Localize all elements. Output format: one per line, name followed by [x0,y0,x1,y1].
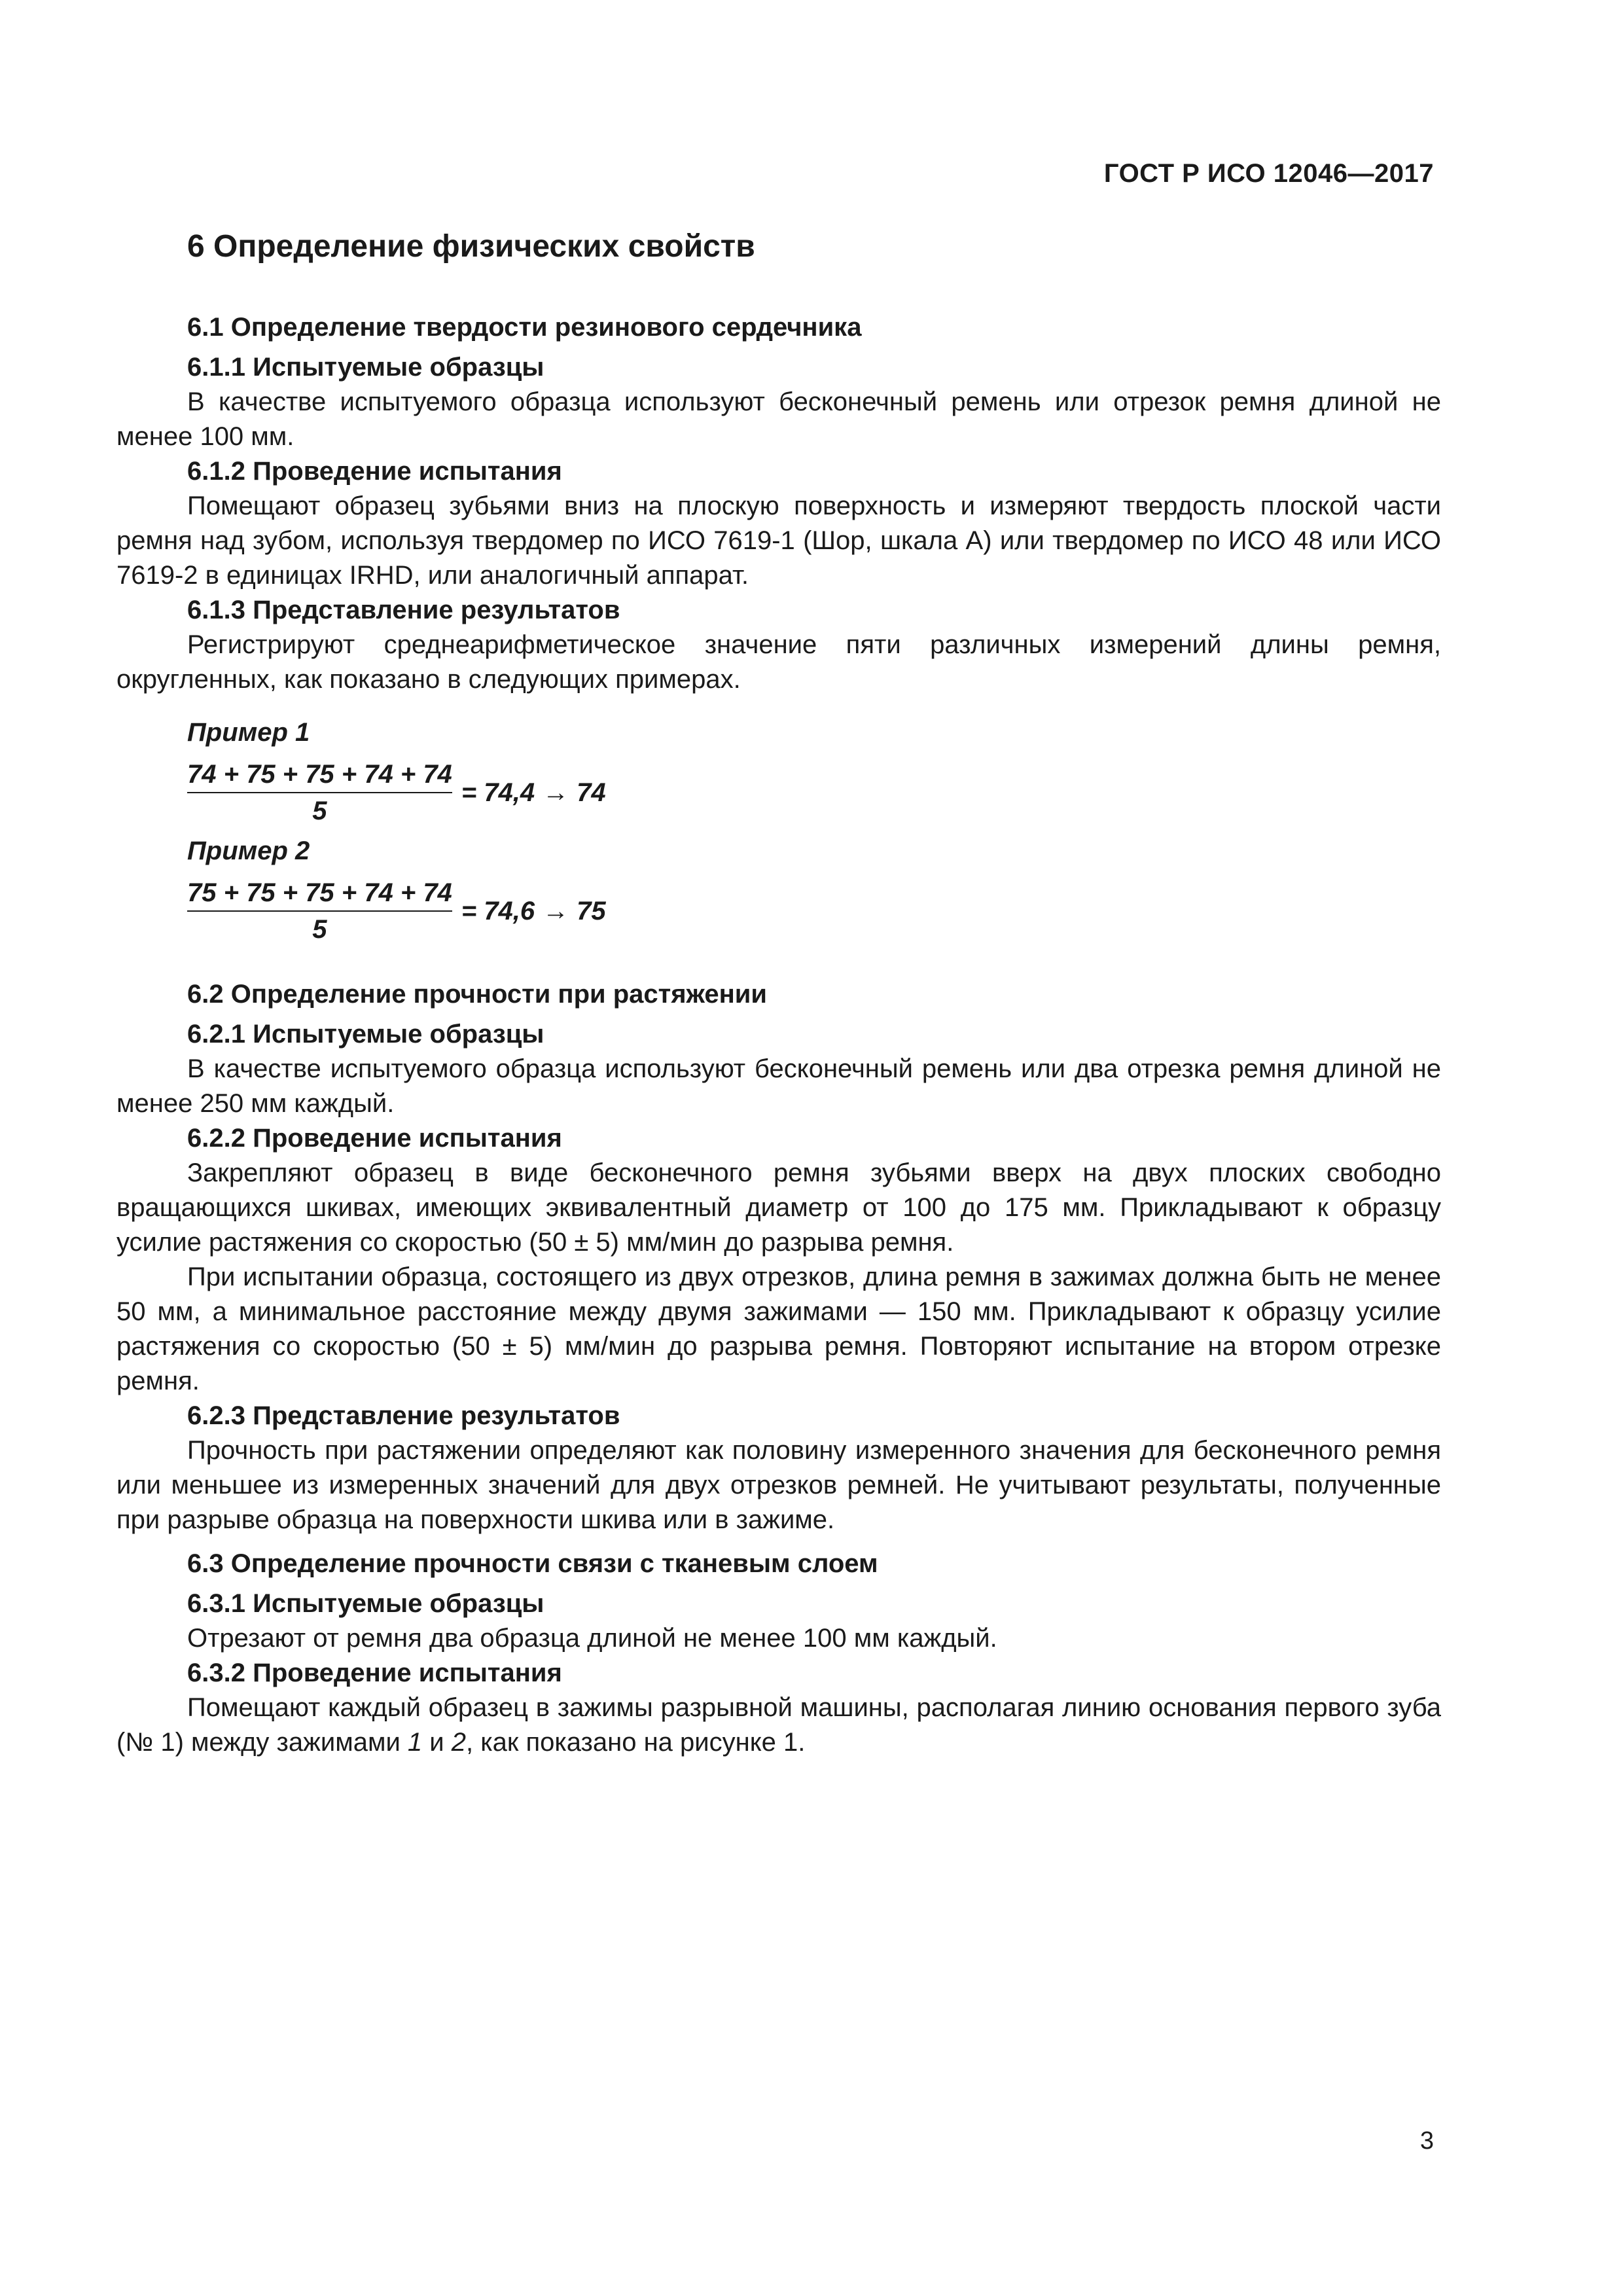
example-label-1: Пример 1 [187,718,310,747]
clamp-ref-2: 2 [451,1728,466,1757]
formula-denominator: 5 [312,915,327,944]
formula-rounded-value: 74 [577,778,606,807]
clause-text-6-2-3: Прочность при растяжении определяют как половину измеренного значения для бесконечного ремня или меньшее из измеренных значений для двух отрезков ремней. Не учитывают результаты, полученные при разрыве образца на поверхности шкива или в зажиме. [116,1436,1441,1534]
formula-numerator: 74 + 75 + 75 + 74 + 74 [187,759,452,793]
clause-text-6-3-2 [116,1691,1441,1760]
clause-text-6-2-2-a: Закрепляют образец в виде бесконечного ремня зубьями вверх на двух плоских свободно вращающихся шкивах, имеющих эквивалентный диаметр от 100 до 175 мм. Прикладывают к образцу усилие растяжения со скоростью (50 ± 5) мм/мин до разрыва ремня. [116,1158,1441,1257]
subsection-title-6-1: 6.1 Определение твердости резинового сердечника [187,313,862,342]
example-formula-1 [187,759,1441,826]
subsection-title-6-3: 6.3 Определение прочности связи с тканевым слоем [187,1549,878,1578]
clause-text-6-1-3: Регистрируют среднеарифметическое значение пяти различных измерений длины ремня, округленных, как показано в следующих примерах. [116,630,1441,694]
subsection-title-6-2: 6.2 Определение прочности при растяжении [187,980,767,1009]
document-code-header: ГОСТ Р ИСО 12046—2017 [1103,159,1434,188]
clause-text-6-1-1: В качестве испытуемого образца используют бесконечный ремень или отрезок ремня длиной не менее 100 мм. [116,387,1441,451]
formula-rounded-value: 75 [577,896,606,925]
clause-title-6-1-2: 6.1.2 Проведение испытания [187,457,562,486]
clause-text-part: , как показано на рисунке 1. [466,1728,806,1757]
formula-numerator: 75 + 75 + 75 + 74 + 74 [187,878,452,912]
clause-title-6-3-1: 6.3.1 Испытуемые образцы [187,1589,544,1618]
formula-denominator: 5 [312,797,327,825]
clause-title-6-1-3: 6.1.3 Представление результатов [187,596,620,624]
clause-text-part: и [422,1728,452,1757]
right-arrow-icon: → [543,896,569,925]
page-content [116,226,1441,1760]
formula-result: = 74,6 [461,896,535,925]
right-arrow-icon: → [543,778,569,807]
clause-text-6-1-2: Помещают образец зубьями вниз на плоскую поверхность и измеряют твердость плоской части ремня над зубом, используя твердомер по ИСО 7619-1 (Шор, шкала А) или твердомер по ИСО 48 или ИСО 7619-2 в единицах IRHD, или аналогичный аппарат. [116,492,1441,590]
clause-text-6-3-1: Отрезают от ремня два образца длиной не менее 100 мм каждый. [187,1624,997,1653]
section-title: 6 Определение физических свойств [187,229,755,264]
formula-fraction [187,878,452,944]
clause-text-part: Помещают каждый образец в зажимы разрывной машины, располагая линию основания первого зуба (№ 1) между зажимами [116,1693,1441,1757]
example-label-2: Пример 2 [187,836,310,865]
example-formula-2 [187,878,1441,944]
clause-title-6-1-1: 6.1.1 Испытуемые образцы [187,353,544,382]
clause-title-6-2-3: 6.2.3 Представление результатов [187,1401,620,1430]
formula-fraction [187,759,452,826]
clamp-ref-1: 1 [407,1728,423,1757]
clause-title-6-2-1: 6.2.1 Испытуемые образцы [187,1020,544,1049]
spacer [116,952,1441,968]
clause-title-6-2-2: 6.2.2 Проведение испытания [187,1124,562,1153]
formula-result: = 74,4 [461,778,535,807]
clause-text-6-2-2-b: При испытании образца, состоящего из двух отрезков, длина ремня в зажимах должна быть не менее 50 мм, а минимальное расстояние между двумя зажимами — 150 мм. Прикладывают к образцу усилие растяжения со скоростью (50 ± 5) мм/мин до разрыва ремня. Повторяют испытание на втором отрезке ремня. [116,1263,1441,1395]
clause-title-6-3-2: 6.3.2 Проведение испытания [187,1659,562,1687]
page-number: 3 [1419,2127,1434,2155]
clause-text-6-2-1: В качестве испытуемого образца используют бесконечный ремень или два отрезка ремня длиной не менее 250 мм каждый. [116,1054,1441,1118]
